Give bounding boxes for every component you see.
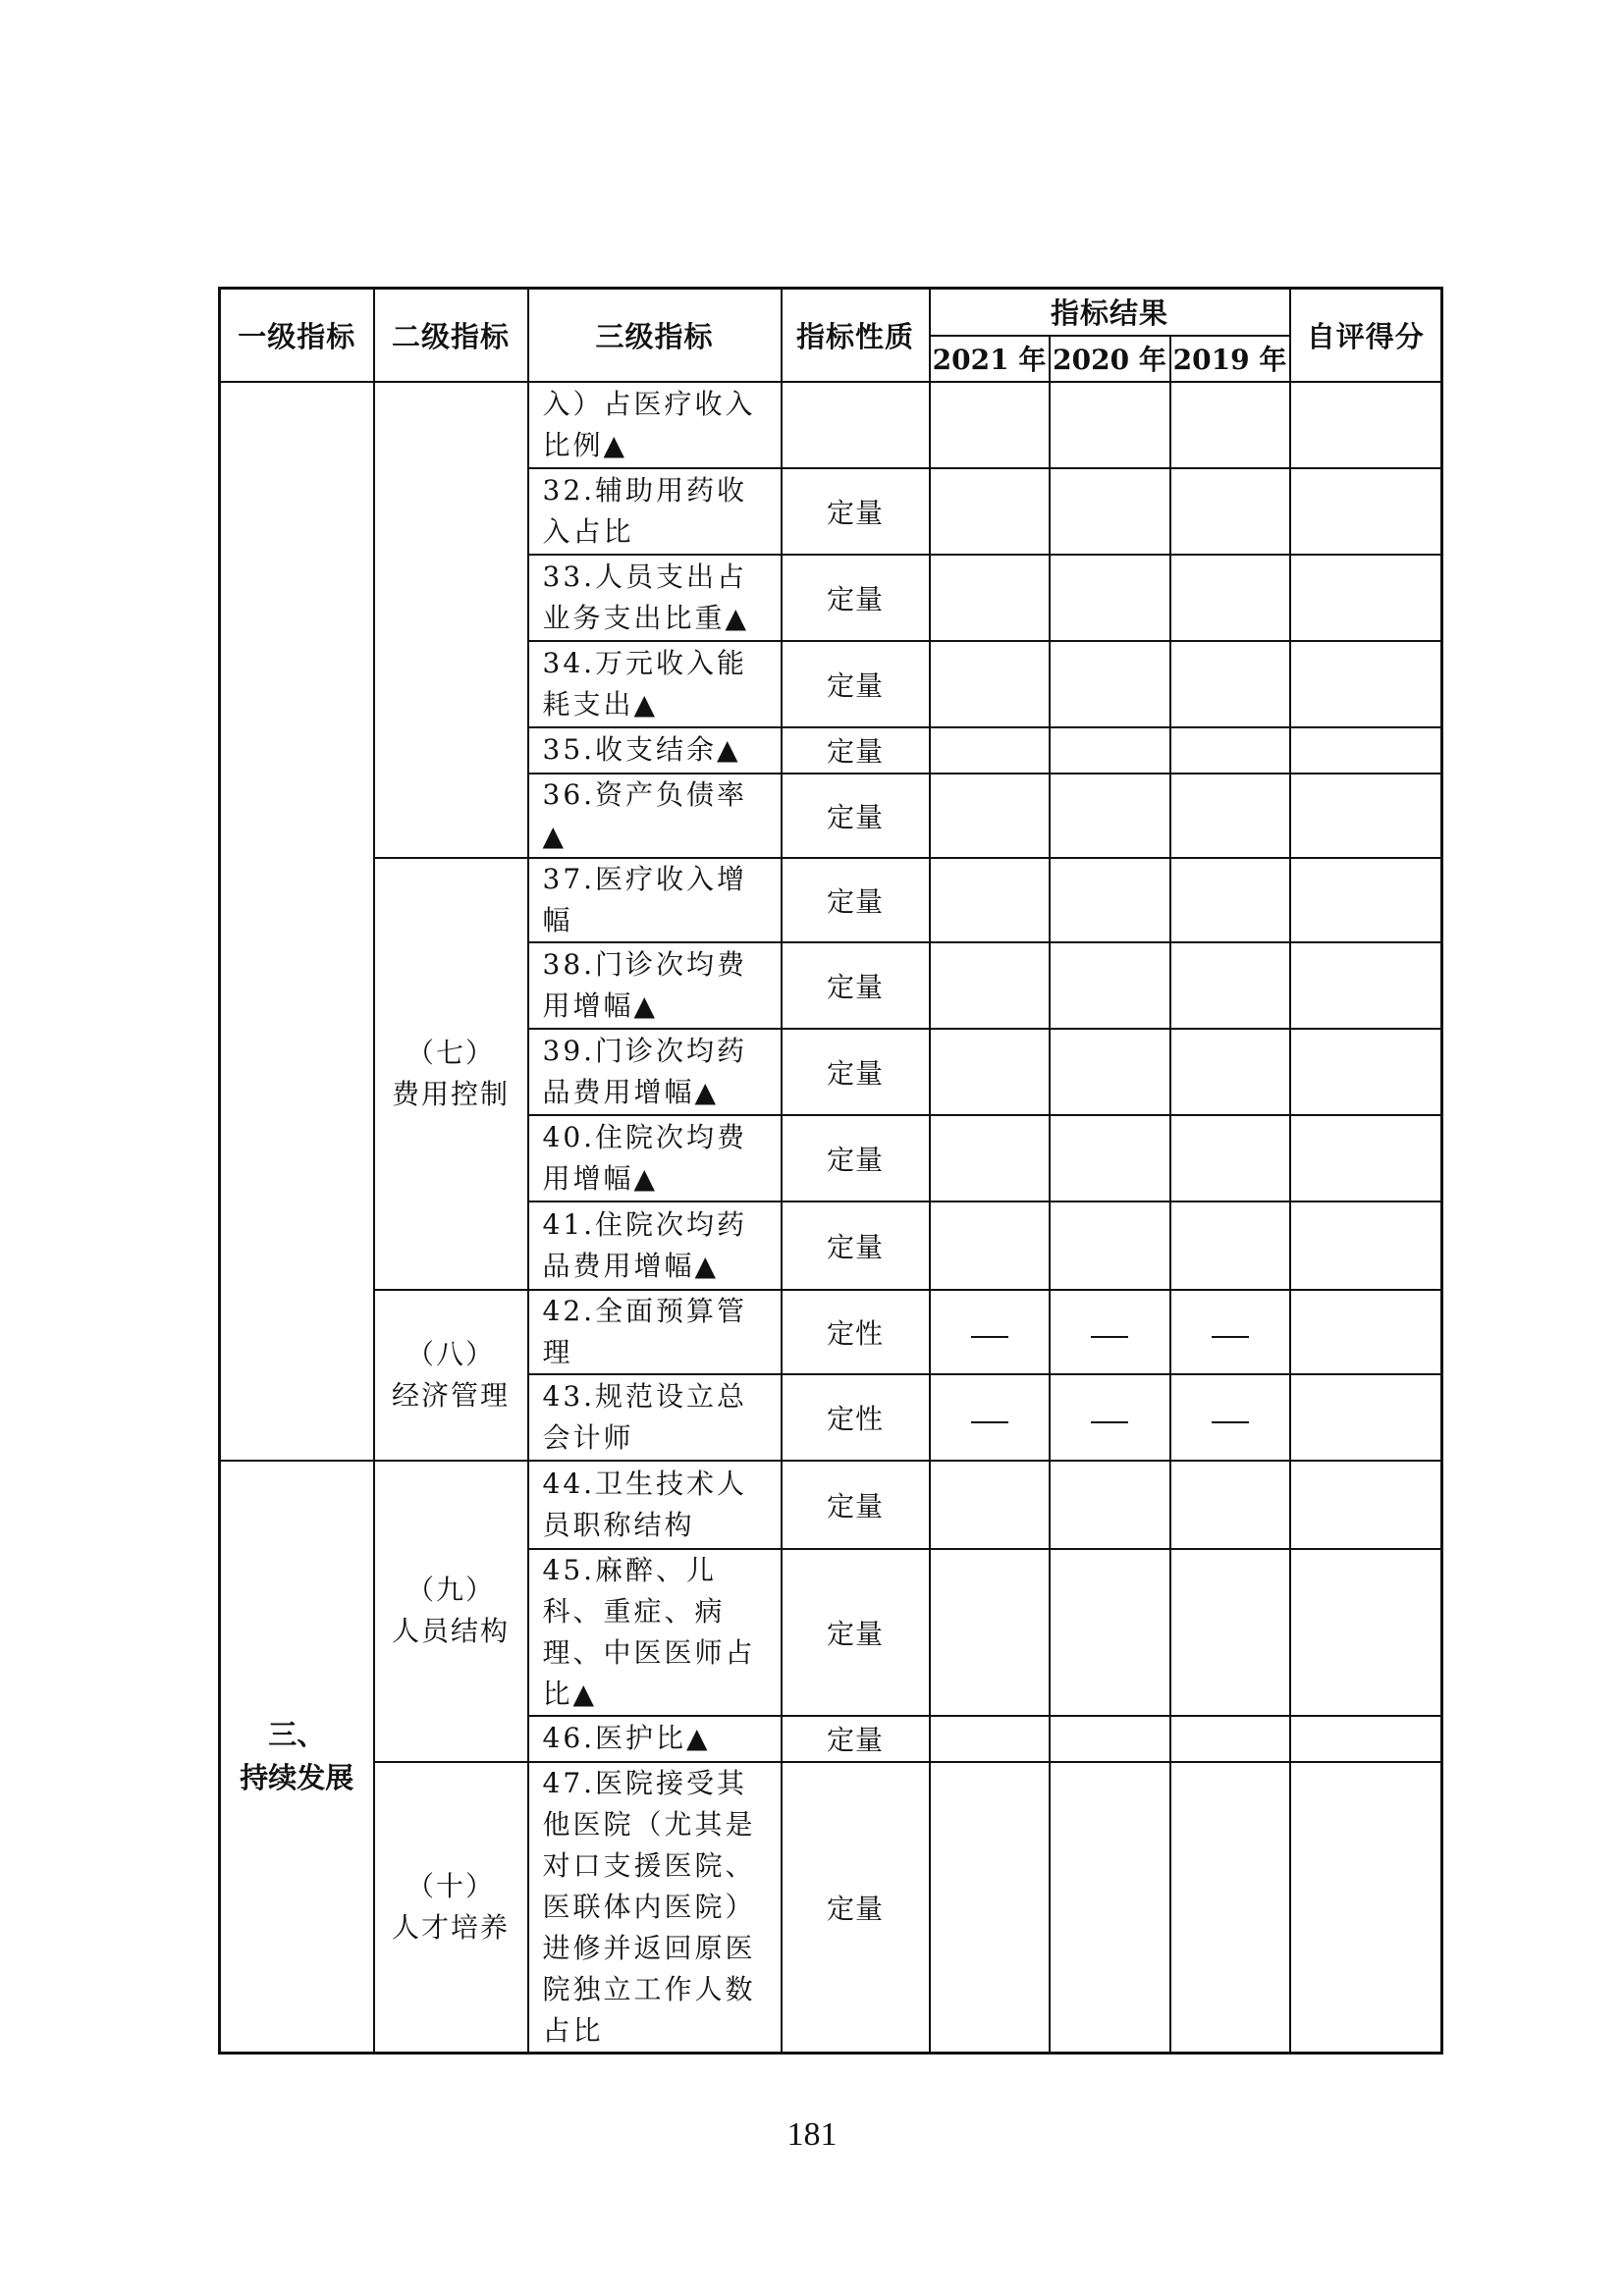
header-year-2021: 2021 年 <box>930 336 1050 382</box>
result-cell <box>930 641 1050 727</box>
score-cell <box>1290 1461 1442 1549</box>
header-self-score: 自评得分 <box>1290 289 1442 382</box>
header-year-2019: 2019 年 <box>1170 336 1290 382</box>
result-cell <box>1170 1549 1290 1716</box>
result-cell <box>1170 1461 1290 1549</box>
header-results: 指标结果 <box>930 289 1290 336</box>
result-cell <box>1050 1549 1170 1716</box>
header-level3: 三级指标 <box>528 289 782 382</box>
result-cell <box>1050 727 1170 774</box>
result-cell <box>1050 555 1170 641</box>
result-cell <box>1050 1029 1170 1115</box>
result-cell <box>1170 858 1290 942</box>
level2-economic-management: （八） 经济管理 <box>374 1290 528 1461</box>
result-cell <box>1050 858 1170 942</box>
indicator-cell: 34.万元收入能耗支出▲ <box>528 641 782 727</box>
result-cell <box>1050 1461 1170 1549</box>
result-cell <box>930 774 1050 858</box>
nature-cell: 定性 <box>782 1290 930 1374</box>
nature-cell: 定量 <box>782 468 930 555</box>
result-cell <box>1050 942 1170 1029</box>
nature-cell: 定量 <box>782 727 930 774</box>
nature-cell: 定量 <box>782 1762 930 2054</box>
level2-cell-continued <box>374 382 528 858</box>
indicator-cell: 46.医护比▲ <box>528 1716 782 1762</box>
level1-sustainable-development: 三、 持续发展 <box>220 1461 374 2054</box>
result-cell <box>930 858 1050 942</box>
result-cell <box>1170 1115 1290 1201</box>
result-dash <box>1050 1290 1170 1374</box>
indicator-table <box>218 287 1443 2055</box>
result-cell <box>930 727 1050 774</box>
nature-cell: 定量 <box>782 1201 930 1290</box>
result-cell <box>1050 1762 1170 2054</box>
result-cell <box>1050 468 1170 555</box>
result-cell <box>930 468 1050 555</box>
score-cell <box>1290 858 1442 942</box>
result-cell <box>1050 382 1170 468</box>
score-cell <box>1290 382 1442 468</box>
result-cell <box>930 555 1050 641</box>
score-cell <box>1290 727 1442 774</box>
result-cell <box>1170 1762 1290 2054</box>
result-dash <box>930 1290 1050 1374</box>
score-cell <box>1290 1716 1442 1762</box>
score-cell <box>1290 468 1442 555</box>
result-cell <box>1170 1716 1290 1762</box>
nature-cell: 定量 <box>782 1115 930 1201</box>
indicator-cell: 40.住院次均费用增幅▲ <box>528 1115 782 1201</box>
result-cell <box>930 1115 1050 1201</box>
score-cell <box>1290 555 1442 641</box>
indicator-cell: 39.门诊次均药品费用增幅▲ <box>528 1029 782 1115</box>
score-cell <box>1290 774 1442 858</box>
nature-cell: 定量 <box>782 641 930 727</box>
indicator-cell: 44.卫生技术人员职称结构 <box>528 1461 782 1549</box>
nature-cell <box>782 382 930 468</box>
level2-staff-structure: （九） 人员结构 <box>374 1461 528 1762</box>
score-cell <box>1290 1290 1442 1374</box>
header-year-2020: 2020 年 <box>1050 336 1170 382</box>
indicator-cell: 38.门诊次均费用增幅▲ <box>528 942 782 1029</box>
score-cell <box>1290 1115 1442 1201</box>
result-cell <box>1050 1115 1170 1201</box>
nature-cell: 定量 <box>782 942 930 1029</box>
result-dash <box>1170 1290 1290 1374</box>
result-cell <box>930 382 1050 468</box>
indicator-cell: 32.辅助用药收入占比 <box>528 468 782 555</box>
result-dash <box>930 1374 1050 1461</box>
score-cell <box>1290 1374 1442 1461</box>
level2-cost-control: （七） 费用控制 <box>374 858 528 1290</box>
nature-cell: 定量 <box>782 1549 930 1716</box>
indicator-cell: 45.麻醉、儿科、重症、病理、中医医师占比▲ <box>528 1549 782 1716</box>
result-dash <box>1050 1374 1170 1461</box>
indicator-cell: 37.医疗收入增幅 <box>528 858 782 942</box>
score-cell <box>1290 1201 1442 1290</box>
indicator-cell: 35.收支结余▲ <box>528 727 782 774</box>
nature-cell: 定量 <box>782 555 930 641</box>
nature-cell: 定量 <box>782 858 930 942</box>
result-cell <box>930 1762 1050 2054</box>
result-cell <box>1170 641 1290 727</box>
result-cell <box>930 1201 1050 1290</box>
level1-cell-continued <box>220 382 374 1461</box>
page-number: 181 <box>786 2116 838 2153</box>
result-cell <box>930 1549 1050 1716</box>
result-cell <box>1170 727 1290 774</box>
indicator-cell: 43.规范设立总会计师 <box>528 1374 782 1461</box>
nature-cell: 定量 <box>782 1716 930 1762</box>
header-nature: 指标性质 <box>782 289 930 382</box>
result-cell <box>1170 1201 1290 1290</box>
level2-talent-training: （十） 人才培养 <box>374 1762 528 2054</box>
result-cell <box>1170 468 1290 555</box>
score-cell <box>1290 1762 1442 2054</box>
result-cell <box>1170 382 1290 468</box>
nature-cell: 定量 <box>782 1029 930 1115</box>
nature-cell: 定量 <box>782 1461 930 1549</box>
result-cell <box>1170 1029 1290 1115</box>
result-cell <box>1170 774 1290 858</box>
indicator-cell: 入）占医疗收入比例▲ <box>528 382 782 468</box>
indicator-cell: 41.住院次均药品费用增幅▲ <box>528 1201 782 1290</box>
result-cell <box>930 1029 1050 1115</box>
indicator-cell: 33.人员支出占业务支出比重▲ <box>528 555 782 641</box>
indicator-cell: 42.全面预算管理 <box>528 1290 782 1374</box>
score-cell <box>1290 1029 1442 1115</box>
result-cell <box>930 942 1050 1029</box>
result-cell <box>1050 641 1170 727</box>
result-cell <box>1170 555 1290 641</box>
result-cell <box>1050 1201 1170 1290</box>
result-dash <box>1170 1374 1290 1461</box>
nature-cell: 定性 <box>782 1374 930 1461</box>
result-cell <box>930 1716 1050 1762</box>
result-cell <box>1170 942 1290 1029</box>
score-cell <box>1290 1549 1442 1716</box>
result-cell <box>930 1461 1050 1549</box>
result-cell <box>1050 774 1170 858</box>
indicator-cell: 47.医院接受其他医院（尤其是对口支援医院、医联体内医院）进修并返回原医院独立工作人数占比 <box>528 1762 782 2054</box>
header-level2: 二级指标 <box>374 289 528 382</box>
score-cell <box>1290 641 1442 727</box>
nature-cell: 定量 <box>782 774 930 858</box>
header-level1: 一级指标 <box>220 289 374 382</box>
score-cell <box>1290 942 1442 1029</box>
indicator-cell: 36.资产负债率▲ <box>528 774 782 858</box>
result-cell <box>1050 1716 1170 1762</box>
